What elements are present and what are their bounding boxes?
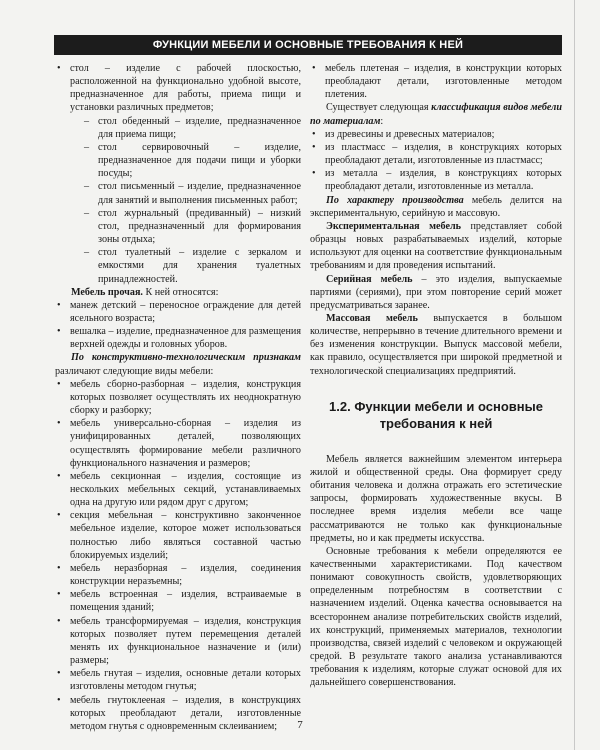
paragraph-production: По характеру производства мебель делится на экспериментальную, серийную и массовую. bbox=[310, 194, 562, 219]
list-item: – стол сервировочный – изделие, предназначенное для подачи пищи и уборки посуды; bbox=[70, 141, 301, 180]
left-column bbox=[55, 62, 301, 733]
list-item: – стол обеденный – изделие, предназначенное для приема пищи; bbox=[70, 115, 301, 141]
list-item: – стол журнальный (предиванный) – низкий стол, предназначенный для формирования зоны отдыха; bbox=[70, 207, 301, 246]
list-item: • из пластмасс – изделия, в конструкциях которых преобладают детали, изготовленные из пластмасс; bbox=[310, 141, 562, 167]
running-header: ФУНКЦИИ МЕБЕЛИ И ОСНОВНЫЕ ТРЕБОВАНИЯ К НЕЙ bbox=[54, 35, 562, 55]
right-column bbox=[310, 62, 562, 690]
list-item: • мебель встроенная – изделия, встраиваемые в помещения зданий; bbox=[55, 588, 301, 614]
paragraph-experimental: Экспериментальная мебель представляет собой образцы новых разрабатываемых изделий, которые используют для оценки на соответствие функциональным требованиям и для проведения испытаний. bbox=[310, 220, 562, 272]
paragraph-serial: Серийная мебель – это изделия, выпускаемые партиями (сериями), при этом повторение серий может предусматриваться заранее. bbox=[310, 273, 562, 311]
list-item: – стол туалетный – изделие с зеркалом и емкостями для хранения туалетных принадлежностей. bbox=[70, 246, 301, 285]
term: Мебель прочая. bbox=[71, 286, 143, 298]
section-heading: 1.2. Функции мебели и основные требования к ней bbox=[329, 398, 543, 431]
paragraph-intro: Мебель является важнейшим элементом интерьера жилой и общественной среды. Она формирует среду обитания человека и должна отражать его эстетические запросы, формировать художественные вкусы. В последнее время изделия мебели все чаще рассматриваются не только как функциональные предметы, но и как предметы искусства. bbox=[310, 453, 562, 544]
list-item: • мебель универсально-сборная – изделия из унифицированных деталей, позволяющих осуществлять формирование мебели различного функционального назначения и размеров; bbox=[55, 417, 301, 470]
list-item: • мебель сборно-разборная – изделия, конструкция которых позволяет осуществлять их неоднократную сборку и разборку; bbox=[55, 378, 301, 417]
term: Массовая мебель bbox=[326, 312, 418, 324]
list-item: • мебель неразборная – изделия, соединения конструкции неразъемны; bbox=[55, 562, 301, 588]
paragraph-requirements: Основные требования к мебели определяются ее качественными характеристиками. Под качеством понимают совокупность свойств, удовлетворяющих определенным потребностям в соответствии с назначением изделий. Оценка качества основывается на всестороннем анализе потребительских свойств изделий, их конструкций, применяемых материалов, технологии производства, связей изделий с человеком и окружающей средой. В результате такого анализа устанавливаются требования к изделиям, которые служат основой для их дальнейшего совершенствования. bbox=[310, 545, 562, 689]
pletenaya-list bbox=[310, 62, 562, 101]
page-edge-line bbox=[574, 0, 575, 750]
term: Серийная мебель bbox=[326, 273, 413, 285]
page-number: 7 bbox=[297, 719, 303, 731]
materials-list bbox=[310, 128, 562, 194]
list-item: • мебель секционная – изделия, состоящие из нескольких мебельных секций, устанавливаемых одна на другую или рядом друг с другом; bbox=[55, 470, 301, 509]
list-item: – стол письменный – изделие, предназначенное для занятий и выполнения письменных работ; bbox=[70, 180, 301, 206]
list-item: • вешалка – изделие, предназначенное для размещения верхней одежды и головных уборов. bbox=[55, 325, 301, 351]
term: классификация видов мебели по материалам bbox=[310, 102, 562, 127]
list-item: • манеж детский – переносное ограждение для детей ясельного возраста; bbox=[55, 299, 301, 325]
list-item: • мебель гнутая – изделия, основные детали которых изготовлены методом гнутья; bbox=[55, 667, 301, 693]
list-item: • из древесины и древесных материалов; bbox=[310, 128, 562, 141]
list-item: • мебель трансформируемая – изделия, конструкция которых позволяет путем перемещения деталей менять их функциональное назначение и (или) размеры; bbox=[55, 615, 301, 668]
list-item-stol: • стол – изделие с рабочей плоскостью, расположенной на функционально удобной высоте, предназначенное для работы, приема пищи и установки различных предметов; – стол обеденный – изделие, предназначенное для приема пищи; – стол сервировочный – изделие, предназначенное для подачи пищи и уборки посуды; – стол письменный – изделие, предназначенное для занятий и выполнения письменных работ; – стол журнальный (предиванный) – низкий стол, предназначенный для формирования зоны отдыха; – стол туалетный – изделие с зеркалом и емкостями для хранения туалетных принадлежностей. bbox=[55, 62, 301, 286]
term: Экспериментальная мебель bbox=[326, 220, 461, 232]
list-item: • мебель плетеная – изделия, в конструкции которых преобладают детали, изготовленные методом плетения. bbox=[310, 62, 562, 101]
list-item: • мебель гнутоклееная – изделия, в конструкциях которых преобладают детали, изготовленные методом гнутья с одновременным склеиванием; bbox=[55, 694, 301, 733]
furniture-list bbox=[55, 62, 301, 286]
prochaya-list bbox=[55, 299, 301, 352]
paragraph-konstr: По конструктивно-технологическим признакам различают следующие виды мебели: bbox=[55, 352, 301, 377]
term: По характеру производства bbox=[326, 194, 464, 206]
list-item: • секция мебельная – конструктивно законченное мебельное изделие, которое может использоваться полностью либо являться составной частью блокируемых изделий; bbox=[55, 509, 301, 562]
paragraph-materials: Существует следующая классификация видов мебели по материалам: bbox=[310, 102, 562, 127]
table-types-list bbox=[70, 115, 301, 286]
paragraph-prochaya: Мебель прочая. К ней относятся: bbox=[71, 286, 219, 298]
list-item: • из металла – изделия, в конструкциях которых преобладают детали, изготовленные из металла. bbox=[310, 167, 562, 193]
paragraph-mass: Массовая мебель выпускается в большом количестве, непрерывно в течение длительного времени и без изменения конструкции. Выпуск массовой мебели, как правило, осуществляется при широкой предметной и технологической специализациях предприятий. bbox=[310, 312, 562, 377]
term: По конструктивно-технологическим признакам bbox=[71, 352, 301, 364]
construction-list bbox=[55, 378, 301, 733]
